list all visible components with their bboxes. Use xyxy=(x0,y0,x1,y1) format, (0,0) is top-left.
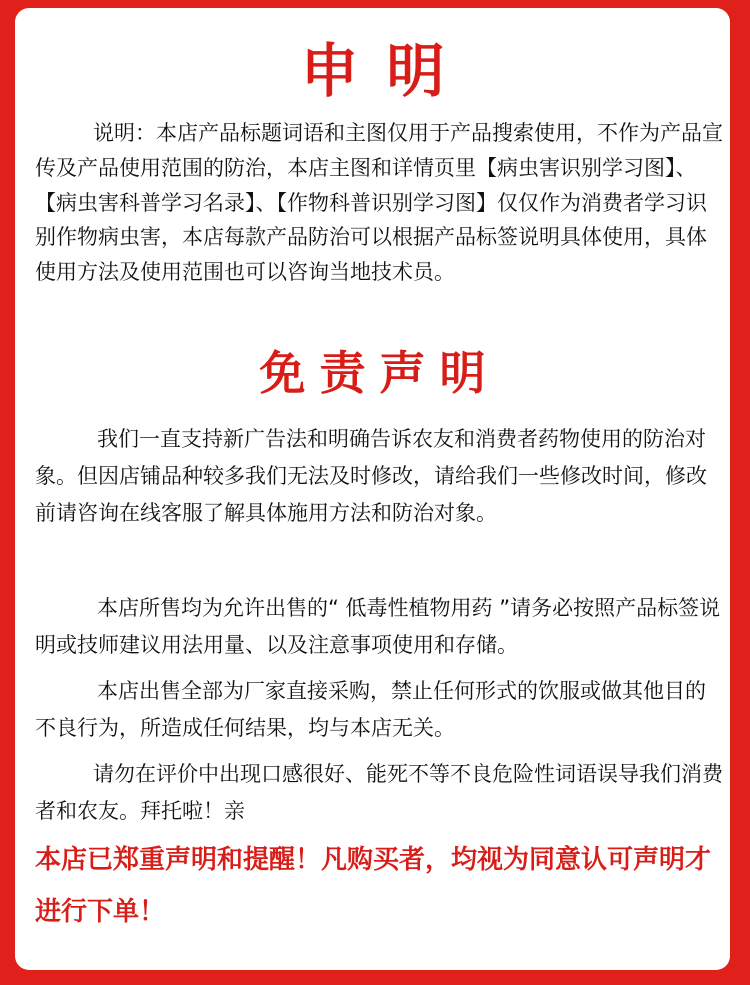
notice-card xyxy=(15,8,730,970)
declaration-title: 申明 xyxy=(300,37,473,105)
purchase-warning: 本店已郑重声明和提醒！凡购买者，均视为同意认可声明才进行下单！ xyxy=(35,845,712,927)
disclaimer-paragraph-liability: 本店出售全部为厂家直接采购，禁止任何形式的饮服或做其他目的不良行为，所造成任何结果，均与本店无关。 xyxy=(35,679,706,740)
disclaimer-paragraph-reviews: 请勿在评价中出现口感很好、能死不等不良危险性词语误导我们消费者和农友。拜托啦！亲 xyxy=(35,762,723,823)
disclaimer-paragraph-advertising: 我们一直支持新广告法和明确告诉农友和消费者药物使用的防治对象。但因店铺品种较多我们无法及时修改，请给我们一些修改时间，修改前请咨询在线客服了解具体施用方法和防治对象。 xyxy=(35,427,707,525)
disclaimer-paragraph-low-toxicity: 本店所售均为允许出售的“ 低毒性植物用药 ”请务必按照产品标签说明或技师建议用法用量、以及注意事项使用和存储。 xyxy=(35,596,721,657)
declaration-body: 说明：本店产品标题词语和主图仅用于产品搜索使用，不作为产品宣传及产品使用范围的防治，本店主图和详情页里【病虫害识别学习图】、【病虫害科普学习名录】、【作物科普识别学习图】仅仅作为消费者学习识别作物病虫害，本店每款产品防治可以根据产品标签说明具体使用，具体使用方法及使用范围也可以咨询当地技术员。 xyxy=(35,121,723,285)
disclaimer-title: 免责声明 xyxy=(259,346,500,400)
